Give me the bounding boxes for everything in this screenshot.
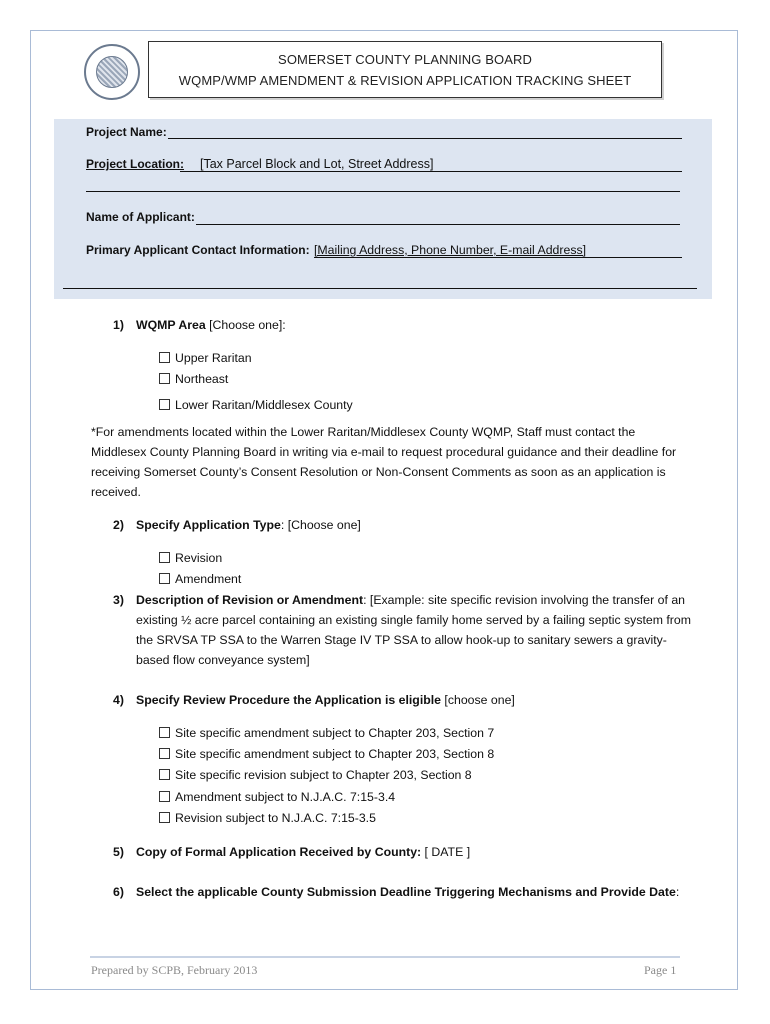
section2-number: 2): [113, 518, 124, 532]
checkbox-icon[interactable]: [159, 399, 170, 410]
option-review-5[interactable]: Revision subject to N.J.A.C. 7:15-3.5: [159, 811, 376, 826]
project-location-field-line2[interactable]: [86, 191, 680, 192]
option-review-2[interactable]: Site specific amendment subject to Chapter 203, Section 8: [159, 747, 494, 762]
header-title-line1: SOMERSET COUNTY PLANNING BOARD: [278, 51, 532, 67]
section6-heading: Select the applicable County Submission Deadline Triggering Mechanisms and Provide Date:: [136, 885, 680, 899]
checkbox-icon[interactable]: [159, 727, 170, 738]
section1-heading: WQMP Area [Choose one]:: [136, 318, 286, 332]
option-lower-raritan[interactable]: Lower Raritan/Middlesex County: [159, 398, 353, 413]
applicant-label: Name of Applicant:: [86, 210, 195, 224]
contact-value: [Mailing Address, Phone Number, E-mail Address]: [314, 243, 587, 257]
section5-heading: Copy of Formal Application Received by County: [ DATE ]: [136, 845, 471, 859]
checkbox-icon[interactable]: [159, 552, 170, 563]
section4-heading: Specify Review Procedure the Application is eligible [choose one]: [136, 693, 515, 707]
county-seal-logo: [84, 44, 140, 100]
project-location-label: Project Location:: [86, 157, 185, 171]
option-amendment[interactable]: Amendment: [159, 572, 241, 587]
option-review-1[interactable]: Site specific amendment subject to Chapter 203, Section 7: [159, 726, 494, 741]
header-title-box: [148, 41, 662, 98]
option-review-4[interactable]: Amendment subject to N.J.A.C. 7:15-3.4: [159, 790, 395, 805]
footer-rule: [90, 956, 680, 958]
option-northeast[interactable]: Northeast: [159, 372, 228, 387]
checkbox-icon[interactable]: [159, 791, 170, 802]
project-name-label: Project Name:: [86, 125, 167, 139]
footer-prepared-by: Prepared by SCPB, February 2013: [91, 963, 258, 977]
contact-field[interactable]: [314, 257, 682, 258]
section3-number: 3): [113, 593, 124, 607]
checkbox-icon[interactable]: [159, 748, 170, 759]
option-upper-raritan[interactable]: Upper Raritan: [159, 351, 252, 366]
project-location-value: [Tax Parcel Block and Lot, Street Address]: [200, 157, 434, 171]
checkbox-icon[interactable]: [159, 573, 170, 584]
contact-label: Primary Applicant Contact Information:: [86, 243, 310, 257]
applicant-field[interactable]: [196, 224, 680, 225]
panel-divider: [63, 288, 697, 289]
project-name-field[interactable]: [168, 138, 682, 139]
option-review-3[interactable]: Site specific revision subject to Chapter 203, Section 8: [159, 768, 472, 783]
checkbox-icon[interactable]: [159, 769, 170, 780]
section5-number: 5): [113, 845, 124, 859]
option-revision[interactable]: Revision: [159, 551, 222, 566]
header-title-line2: WQMP/WMP AMENDMENT & REVISION APPLICATION TRACKING SHEET: [178, 72, 632, 88]
section6-number: 6): [113, 885, 124, 899]
checkbox-icon[interactable]: [159, 352, 170, 363]
footer-page-number: Page 1: [644, 963, 677, 977]
project-info-panel: [54, 119, 712, 299]
checkbox-icon[interactable]: [159, 812, 170, 823]
section2-heading: Specify Application Type: [Choose one]: [136, 518, 361, 532]
section4-number: 4): [113, 693, 124, 707]
section3-description: Description of Revision or Amendment: [Example: site specific revision involving the transfer of an existing ½ acre parcel containing an existing single family home served by a failing septic system from the SRVSA TP SSA to the Warren Stage IV TP SSA to allow hook-up to sanitary sewers a gravity-based flow conveyance system]: [136, 593, 691, 667]
section1-number: 1): [113, 318, 124, 332]
checkbox-icon[interactable]: [159, 373, 170, 384]
seal-emblem-icon: [96, 56, 128, 88]
section1-note: *For amendments located within the Lower Raritan/Middlesex County WQMP, Staff must contact the Middlesex County Planning Board in writing via e-mail to request procedural guidance and their deadline for receiving Somerset County’s Consent Resolution or Non-Consent Comments as soon as an application is received.: [91, 425, 677, 499]
